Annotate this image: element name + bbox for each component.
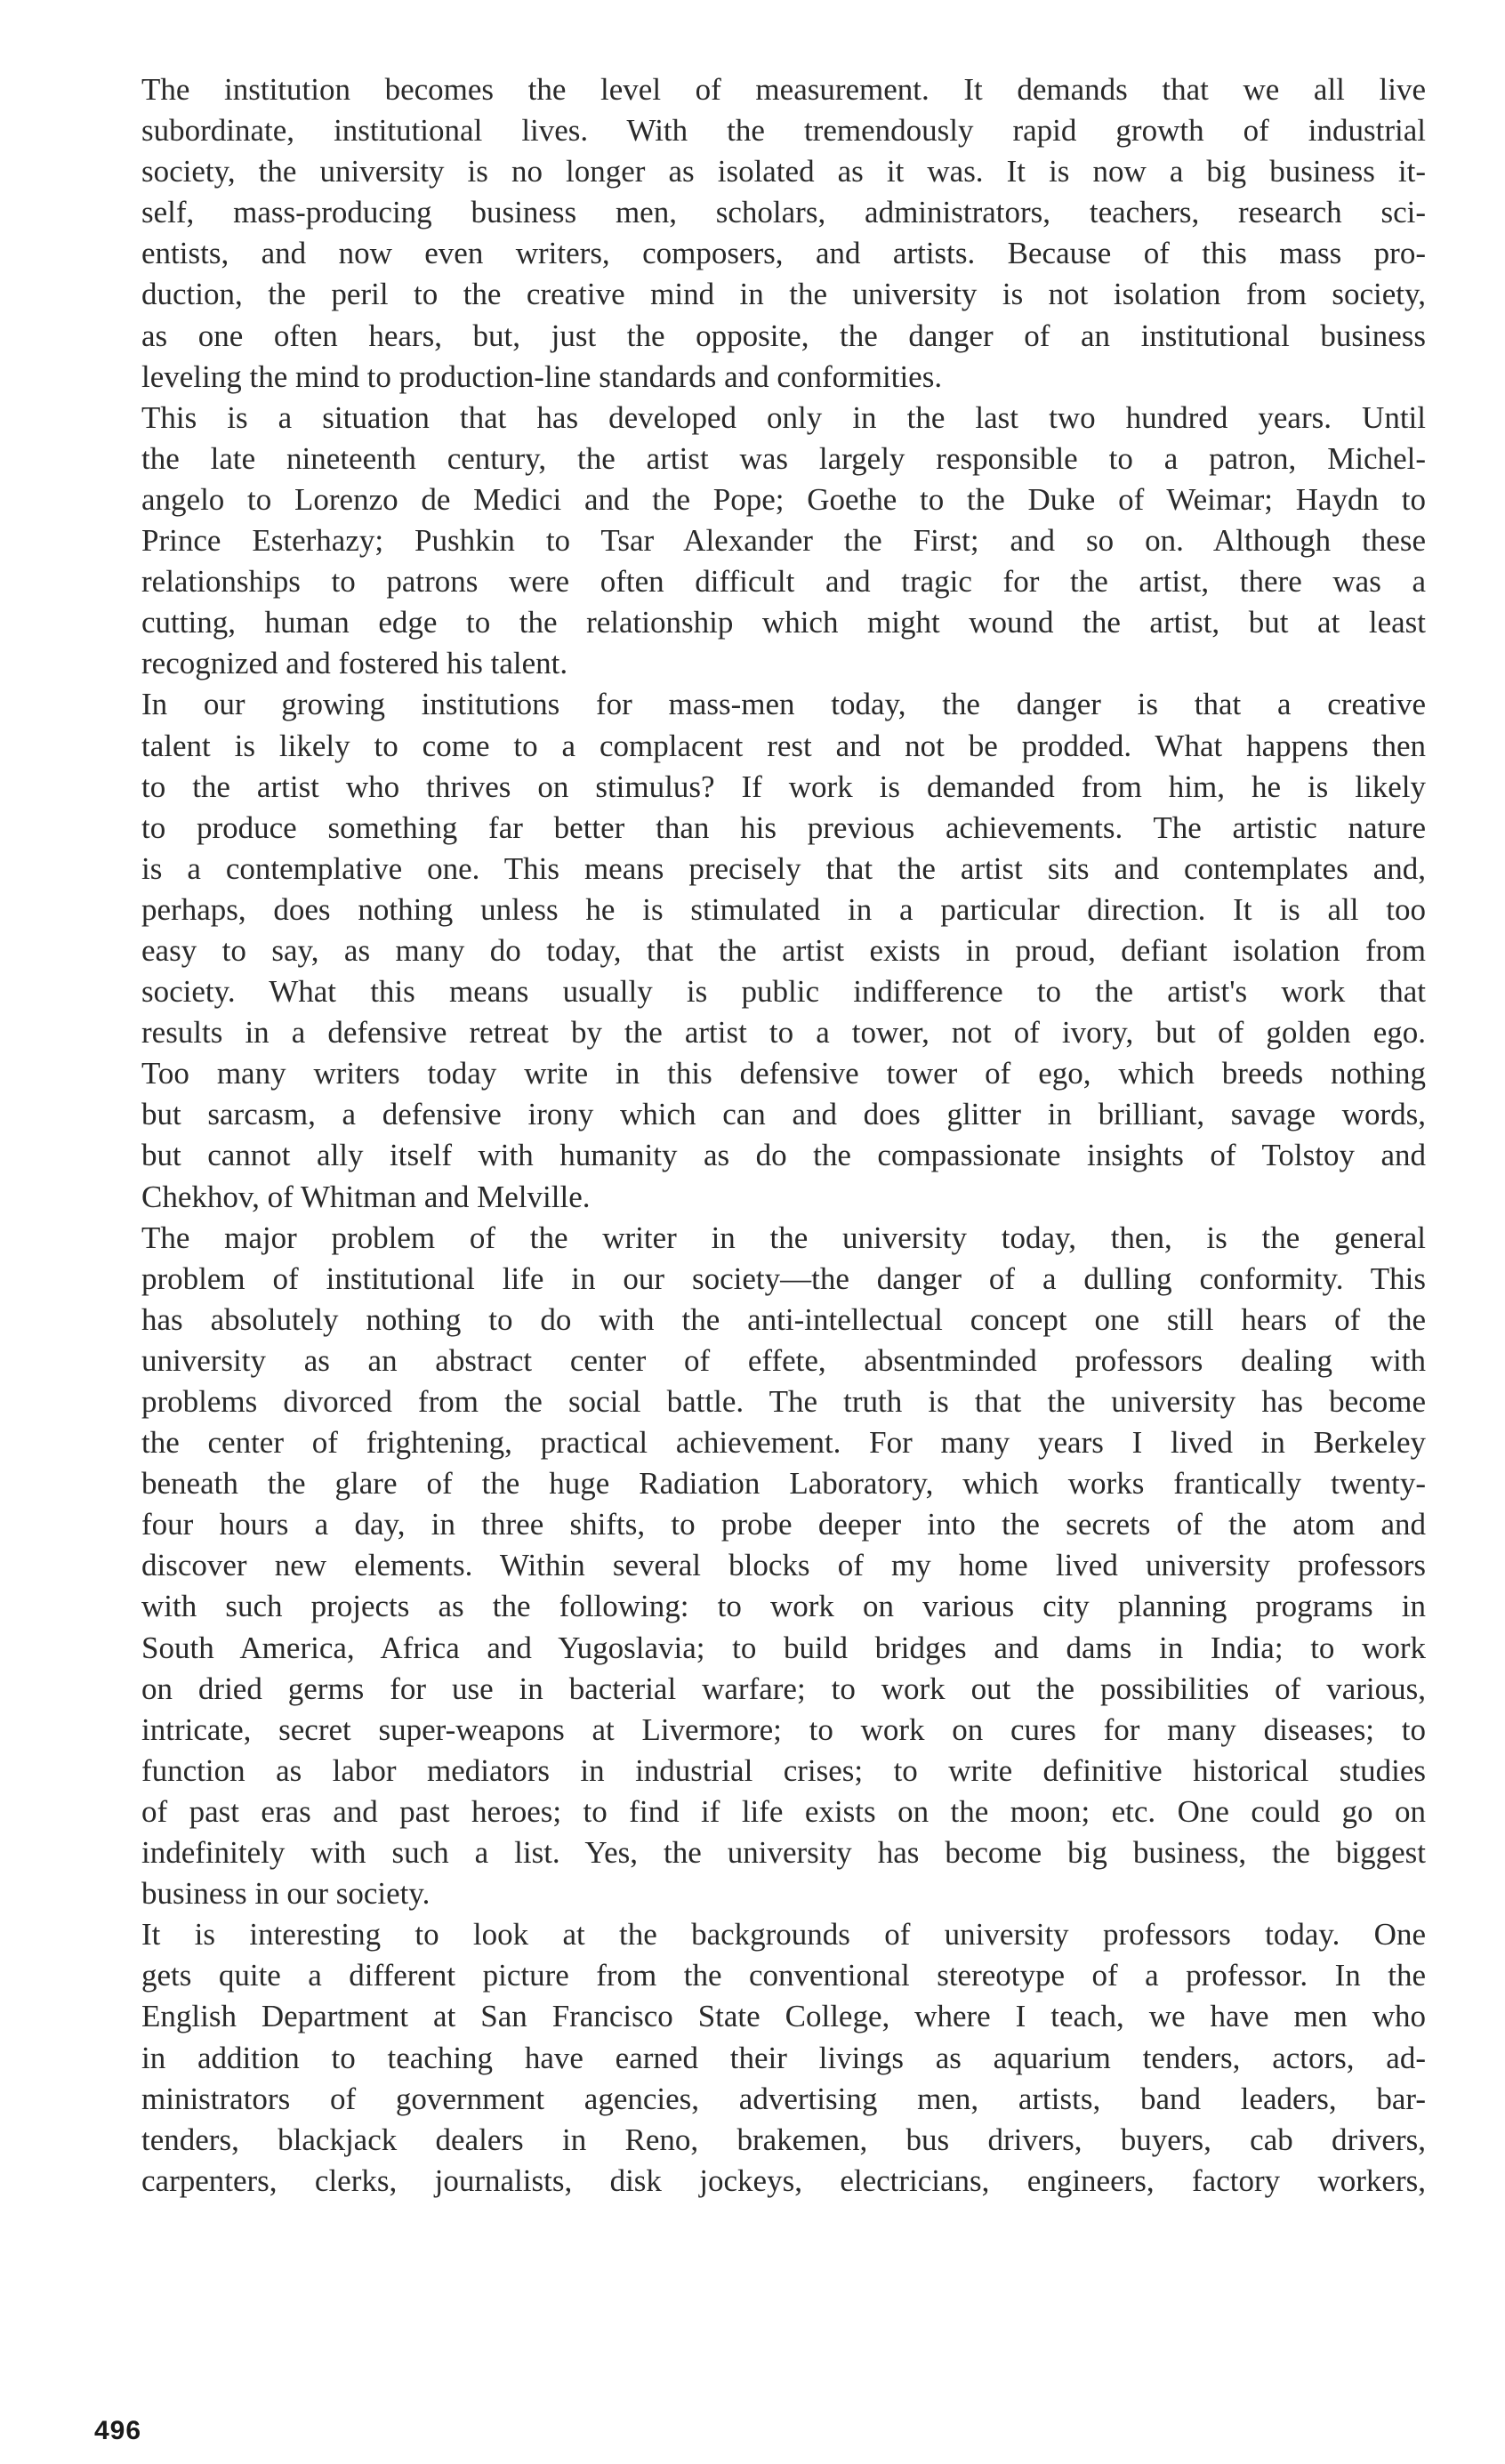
text-line: has absolutely nothing to do with the anti-intellectual concept one still hears of the: [141, 1301, 1426, 1337]
text-line: university as an abstract center of effete, absentminded professors dealing with: [141, 1342, 1426, 1378]
text-line: beneath the glare of the huge Radiation Laboratory, which works frantically twenty-: [141, 1466, 1426, 1502]
text-line: but cannot ally itself with humanity as do the compassionate insights of Tolstoy and: [141, 1138, 1426, 1173]
text-line: to the artist who thrives on stimulus? If work is demanded from him, he is likely: [141, 769, 1426, 804]
text-line: but sarcasm, a defensive irony which can and does glitter in brilliant, savage words,: [141, 1097, 1426, 1132]
text-line: It is interesting to look at the backgrounds of university professors today. One: [141, 1917, 1426, 1953]
text-line: discover new elements. Within several blocks of my home lived university professors: [141, 1548, 1426, 1583]
text-line: entists, and now even writers, composers, and artists. Because of this mass pro-: [141, 236, 1426, 271]
text-line: tenders, blackjack dealers in Reno, brakemen, bus drivers, buyers, cab drivers,: [141, 2122, 1426, 2157]
text-line: recognized and fostered his talent.: [141, 646, 568, 681]
page-number: 496: [94, 2416, 142, 2445]
paragraph: [138, 1914, 1426, 2202]
text-line: carpenters, clerks, journalists, disk jockeys, electricians, engineers, factory workers,: [141, 2162, 1426, 2198]
text-line: the center of frightening, practical achievement. For many years I lived in Berkeley: [141, 1425, 1426, 1461]
text-line: angelo to Lorenzo de Medici and the Pope; Goethe to the Duke of Weimar; Haydn to: [141, 481, 1426, 517]
text-line: self, mass-producing business men, scholars, administrators, teachers, research sci-: [141, 195, 1426, 230]
text-line: ministrators of government agencies, advertising men, artists, band leaders, bar-: [141, 2081, 1426, 2116]
text-line: The major problem of the writer in the university today, then, is the general: [141, 1220, 1426, 1255]
text-line: Prince Esterhazy; Pushkin to Tsar Alexander the First; and so on. Although these: [141, 523, 1426, 559]
text-line: of past eras and past heroes; to find if life exists on the moon; etc. One could go on: [141, 1793, 1426, 1829]
text-line: Too many writers today write in this defensive tower of ego, which breeds nothing: [141, 1056, 1426, 1091]
text-line: easy to say, as many do today, that the artist exists in proud, defiant isolation from: [141, 932, 1426, 968]
text-line: intricate, secret super-weapons at Livermore; to work on cures for many diseases; to: [141, 1711, 1426, 1747]
text-line: on dried germs for use in bacterial warfare; to work out the possibilities of various,: [141, 1671, 1426, 1706]
text-line: as one often hears, but, just the opposite, the danger of an institutional business: [141, 318, 1426, 353]
text-line: In our growing institutions for mass-men today, the danger is that a creative: [141, 687, 1426, 722]
text-line: problem of institutional life in our society—the danger of a dulling conformity. This: [141, 1260, 1426, 1296]
text-line: Chekhov, of Whitman and Melville.: [141, 1179, 591, 1214]
text-line: is a contemplative one. This means precisely that the artist sits and contemplates and,: [141, 850, 1426, 886]
text-line: four hours a day, in three shifts, to probe deeper into the secrets of the atom and: [141, 1507, 1426, 1542]
text-line: relationships to patrons were often difficult and tragic for the artist, there was a: [141, 564, 1426, 600]
text-line: to produce something far better than his previous achievements. The artistic nature: [141, 809, 1426, 845]
text-line: results in a defensive retreat by the artist to a tower, not of ivory, but of golden ego.: [141, 1015, 1426, 1051]
body-text: [138, 69, 1426, 2202]
text-line: in addition to teaching have earned their livings as aquarium tenders, actors, ad-: [141, 2040, 1426, 2075]
text-line: This is a situation that has developed only in the last two hundred years. Until: [141, 399, 1426, 435]
text-line: gets quite a different picture from the conventional stereotype of a professor. In the: [141, 1958, 1426, 1993]
text-line: the late nineteenth century, the artist was largely responsible to a patron, Michel-: [141, 440, 1426, 476]
text-line: cutting, human edge to the relationship which might wound the artist, but at least: [141, 605, 1426, 640]
paragraph: [138, 398, 1426, 685]
text-line: leveling the mind to production-line standards and conformities.: [141, 358, 943, 394]
paragraph: [138, 1218, 1426, 1915]
text-line: problems divorced from the social battle. The truth is that the university has become: [141, 1384, 1426, 1419]
text-line: The institution becomes the level of measurement. It demands that we all live: [141, 72, 1426, 107]
text-line: business in our society.: [141, 1876, 431, 1912]
text-line: with such projects as the following: to work on various city planning programs in: [141, 1589, 1426, 1624]
text-line: talent is likely to come to a complacent rest and not be prodded. What happens then: [141, 728, 1426, 763]
paragraph: [138, 684, 1426, 1217]
text-line: English Department at San Francisco State College, where I teach, we have men who: [141, 1999, 1426, 2034]
text-line: subordinate, institutional lives. With the tremendously rapid growth of industrial: [141, 113, 1426, 149]
text-line: South America, Africa and Yugoslavia; to build bridges and dams in India; to work: [141, 1630, 1426, 1665]
text-line: indefinitely with such a list. Yes, the university has become big business, the biggest: [141, 1835, 1426, 1871]
text-line: society. What this means usually is public indifference to the artist's work that: [141, 974, 1426, 1010]
text-line: function as labor mediators in industrial crises; to write definitive historical studies: [141, 1752, 1426, 1788]
text-line: perhaps, does nothing unless he is stimulated in a particular direction. It is all too: [141, 891, 1426, 927]
text-line: society, the university is no longer as isolated as it was. It is now a big business it-: [141, 154, 1426, 189]
paragraph: [138, 69, 1426, 398]
text-line: duction, the peril to the creative mind in the university is not isolation from society,: [141, 277, 1426, 312]
